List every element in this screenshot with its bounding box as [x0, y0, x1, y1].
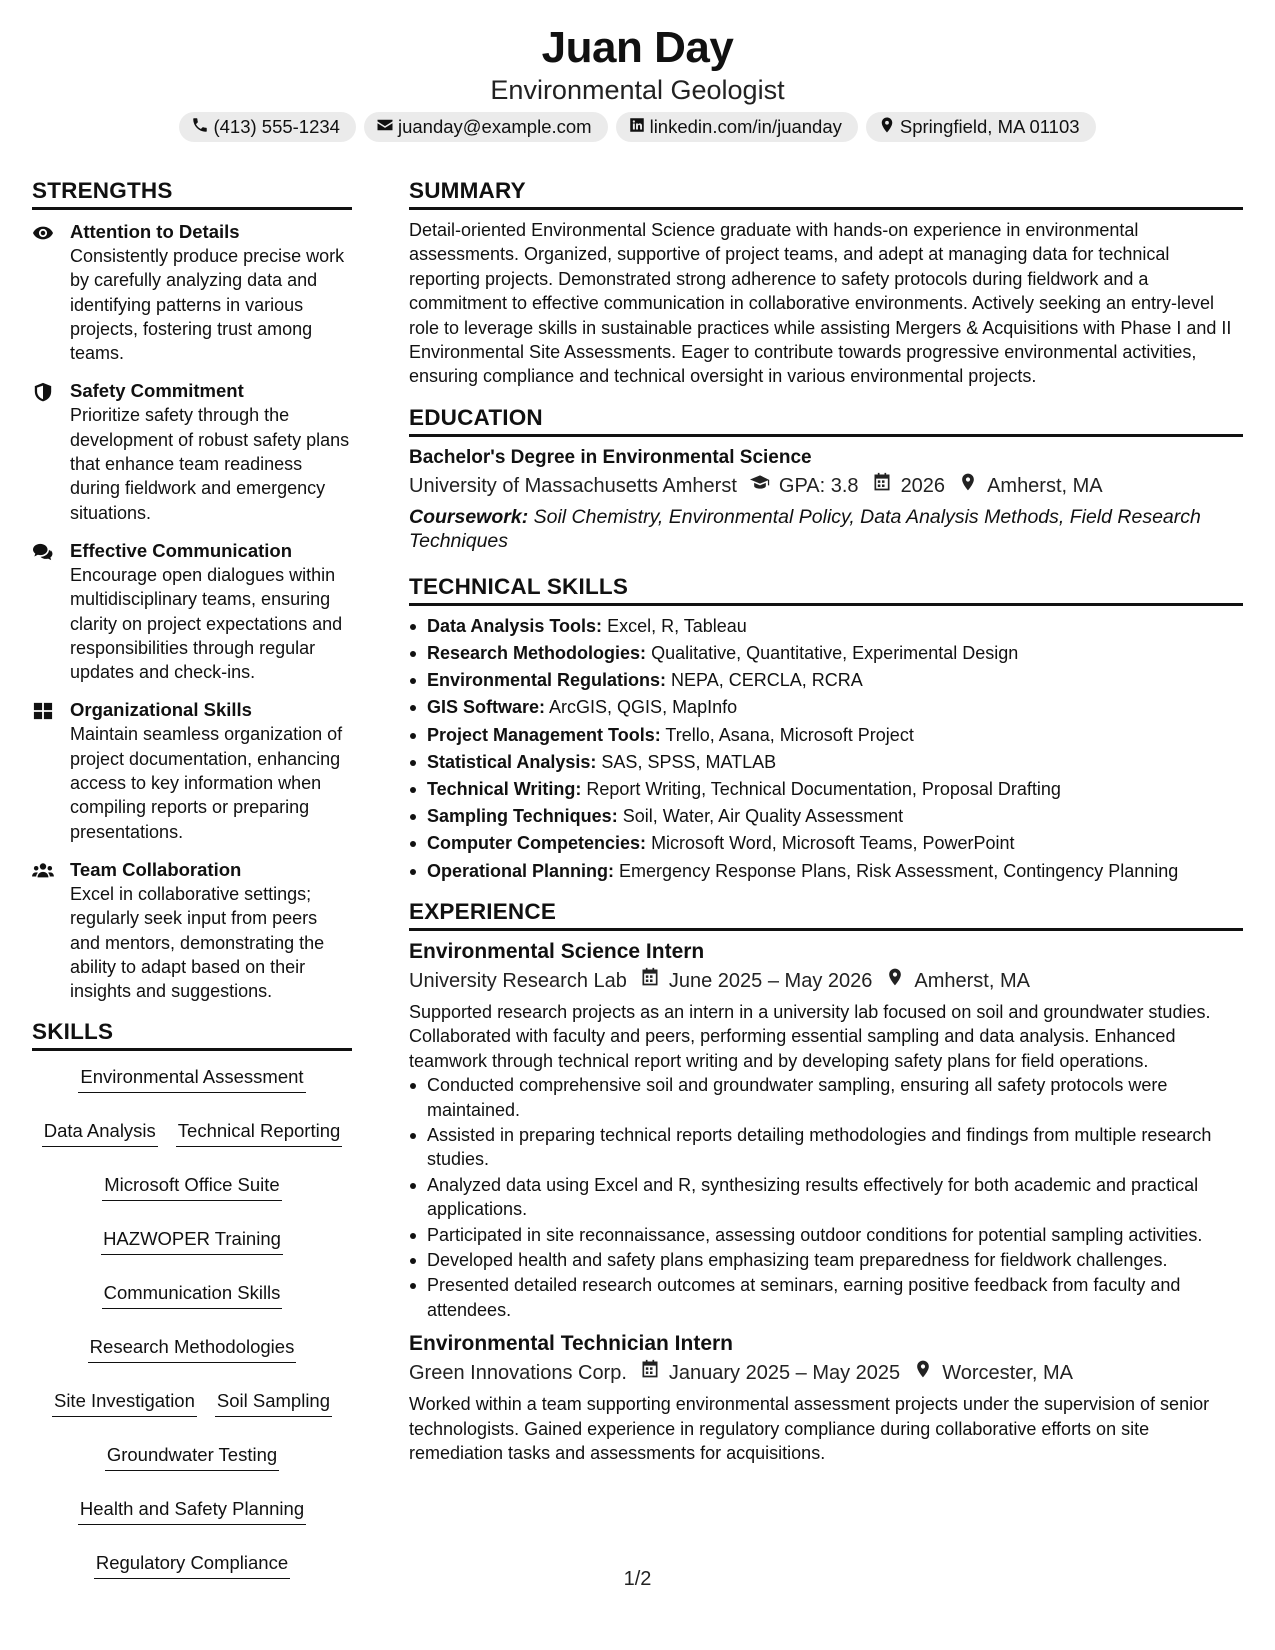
users-icon	[32, 858, 70, 1003]
skill-tag: Site Investigation	[52, 1389, 197, 1417]
candidate-name: Juan Day	[541, 23, 734, 72]
summary-heading: SUMMARY	[409, 176, 1243, 210]
coursework-label: Coursework:	[409, 505, 529, 528]
list-item	[409, 640, 1243, 667]
tech-skill-value: SAS, SPSS, MATLAB	[601, 751, 777, 772]
job-entry	[409, 1330, 1243, 1465]
left-column	[32, 176, 352, 1579]
strength-item	[32, 379, 352, 524]
coursework-text: Soil Chemistry, Environmental Policy, Data Analysis Methods, Field Research Techniques	[409, 505, 1201, 553]
job-title: Environmental Technician Intern	[409, 1332, 734, 1356]
tech-skill-value: Emergency Response Plans, Risk Assessment, Contingency Planning	[619, 860, 1179, 881]
coursework	[409, 505, 1243, 554]
list-item	[409, 830, 1243, 857]
email-text: juanday@example.com	[397, 116, 592, 137]
strength-title: Safety Commitment	[70, 380, 244, 402]
list-item	[409, 803, 1243, 830]
tech-skill-label: Technical Writing:	[427, 779, 582, 800]
list-item	[409, 776, 1243, 803]
list-item: Participated in site reconnaissance, assessing outdoor conditions for potential sampling activities.	[409, 1223, 1243, 1247]
skill-tag: HAZWOPER Training	[101, 1227, 283, 1255]
strengths-heading: STRENGTHS	[32, 176, 352, 210]
tech-skill-label: Research Methodologies:	[427, 643, 647, 664]
skill-tag: Research Methodologies	[88, 1335, 297, 1363]
phone-icon	[191, 116, 209, 139]
tech-skill-value: Microsoft Word, Microsoft Teams, PowerPoint	[651, 833, 1015, 854]
tech-skill-label: Statistical Analysis:	[427, 751, 597, 772]
linkedin-chip[interactable]	[616, 112, 858, 142]
resume-header	[0, 22, 1275, 142]
degree-title: Bachelor's Degree in Environmental Science	[409, 446, 812, 468]
strength-title: Organizational Skills	[70, 699, 252, 721]
company-name: University Research Lab	[409, 969, 627, 992]
tech-skill-value: Trello, Asana, Microsoft Project	[665, 724, 914, 745]
envelope-icon	[376, 116, 394, 139]
tech-skill-label: Operational Planning:	[427, 860, 615, 881]
technical-skills-list	[409, 613, 1243, 885]
strength-title: Team Collaboration	[70, 858, 242, 880]
graduation-year: 2026	[900, 474, 946, 497]
job-title: Environmental Science Intern	[409, 939, 705, 963]
map-pin-icon	[900, 1358, 942, 1388]
candidate-title: Environmental Geologist	[490, 75, 785, 105]
strength-desc: Excel in collaborative settings; regularly seek input from peers and mentors, demonstrating the ability to adapt based on their insights and suggestions.	[70, 883, 325, 1002]
list-item: Assisted in preparing technical reports detailing methodologies and findings from multiple research studies.	[409, 1123, 1243, 1172]
strength-item	[32, 858, 352, 1003]
tech-skill-value: Report Writing, Technical Documentation, Proposal Drafting	[586, 779, 1061, 800]
skill-tag: Microsoft Office Suite	[102, 1173, 281, 1201]
list-item	[409, 667, 1243, 694]
education-meta	[409, 471, 1243, 501]
tech-skill-label: Sampling Techniques:	[427, 806, 618, 827]
skill-tag: Soil Sampling	[215, 1389, 332, 1417]
strength-desc: Encourage open dialogues within multidisciplinary teams, ensuring clarity on project expectations and responsibilities through regular updates and check-ins.	[70, 564, 343, 683]
tech-skill-value: Qualitative, Quantitative, Experimental Design	[651, 643, 1019, 664]
skills-list	[32, 1061, 352, 1579]
contact-bar	[0, 112, 1275, 142]
list-item: Developed health and safety plans emphasizing team preparedness for fieldwork challenges.	[409, 1248, 1243, 1272]
tech-skill-label: Data Analysis Tools:	[427, 615, 603, 636]
job-summary: Supported research projects as an intern in a university lab focused on soil and groundwater studies. Collaborated with faculty and peers, performing essential sampling and data analysis. Enhanced teamwork through technical report writing and by developing safety plans for field operations.	[409, 1001, 1211, 1071]
school-name: University of Massachusetts Amherst	[409, 474, 737, 497]
job-dates: January 2025 – May 2025	[668, 1362, 901, 1385]
calendar-icon	[627, 966, 669, 996]
skill-tag: Data Analysis	[42, 1119, 158, 1147]
job-dates: June 2025 – May 2026	[668, 969, 873, 992]
graduation-cap-icon	[737, 471, 779, 501]
map-pin-icon	[872, 966, 914, 996]
map-pin-icon	[878, 116, 896, 139]
phone-chip[interactable]	[179, 112, 356, 142]
eye-icon	[32, 220, 70, 365]
education-heading: EDUCATION	[409, 403, 1243, 437]
gpa-text: GPA: 3.8	[778, 474, 859, 497]
list-item: Conducted comprehensive soil and groundwater sampling, ensuring all safety protocols were maintained.	[409, 1073, 1243, 1122]
tech-skill-label: Project Management Tools:	[427, 724, 661, 745]
tech-skill-value: ArcGIS, QGIS, MapInfo	[549, 697, 738, 718]
experience-heading: EXPERIENCE	[409, 897, 1243, 931]
tech-skill-label: Computer Competencies:	[427, 833, 647, 854]
location-text: Springfield, MA 01103	[899, 116, 1080, 137]
phone-text: (413) 555-1234	[213, 116, 340, 137]
company-name: Green Innovations Corp.	[409, 1362, 627, 1385]
job-location: Amherst, MA	[914, 969, 1030, 992]
list-item	[409, 722, 1243, 749]
job-entry	[409, 938, 1243, 1322]
job-meta	[409, 1358, 1243, 1388]
tech-skill-value: NEPA, CERCLA, RCRA	[671, 670, 863, 691]
strength-item	[32, 539, 352, 684]
strength-item	[32, 220, 352, 365]
technical-skills-heading: TECHNICAL SKILLS	[409, 572, 1243, 606]
job-summary: Worked within a team supporting environmental assessment projects under the supervision of senior technologists. Gained experience in regulatory compliance during collaborative efforts on site remediation tasks and assessments for acquisitions.	[409, 1394, 1210, 1463]
list-item	[409, 694, 1243, 721]
calendar-icon	[627, 1358, 669, 1388]
strength-item	[32, 698, 352, 843]
tech-skill-label: Environmental Regulations:	[427, 670, 667, 691]
job-meta	[409, 966, 1243, 996]
strength-title: Attention to Details	[70, 221, 240, 242]
strength-desc: Maintain seamless organization of project documentation, enhancing access to key information when compiling reports or preparing presentations.	[70, 724, 343, 842]
linkedin-icon	[628, 116, 646, 139]
strength-desc: Consistently produce precise work by carefully analyzing data and identifying patterns in various projects, fostering trust among teams.	[70, 246, 345, 364]
strength-desc: Prioritize safety through the development of robust safety plans that enhance team readiness during fieldwork and emergency situations.	[70, 405, 350, 523]
skill-tag: Communication Skills	[102, 1281, 283, 1309]
list-item	[409, 858, 1243, 885]
summary-text: Detail-oriented Environmental Science graduate with hands-on experience in environmental assessments. Organized, supportive of project teams, and adept at managing data for technical reporting projects. Demonstrated strong adherence to safety protocols during fieldwork and a commitment to effective communication in collaborative environments. Actively seeking an entry-level role to leverage skills in sustainable practices while assisting Mergers & Acquisitions with Phase I and II Environmental Site Assessments. Eager to contribute towards progressive environmental activities, ensuring compliance and technical oversight in various environmental projects.	[409, 220, 1232, 387]
right-column	[409, 176, 1243, 1465]
shield-icon	[32, 379, 70, 524]
list-item	[409, 613, 1243, 640]
skills-heading: SKILLS	[32, 1017, 352, 1051]
email-chip[interactable]	[364, 112, 608, 142]
list-item: Analyzed data using Excel and R, synthesizing results effectively for both academic and practical applications.	[409, 1173, 1243, 1222]
list-item: Presented detailed research outcomes at seminars, earning positive feedback from faculty and attendees.	[409, 1273, 1243, 1322]
linkedin-text: linkedin.com/in/juanday	[649, 116, 842, 137]
calendar-icon	[859, 471, 901, 501]
map-pin-icon	[945, 471, 987, 501]
grid-icon	[32, 698, 70, 843]
skill-tag: Environmental Assessment	[78, 1065, 305, 1093]
page-number: 1/2	[623, 1568, 652, 1590]
skill-tag: Groundwater Testing	[105, 1443, 279, 1471]
tech-skill-value: Excel, R, Tableau	[607, 615, 747, 636]
skill-tag: Technical Reporting	[176, 1119, 342, 1147]
skill-tag: Health and Safety Planning	[78, 1497, 306, 1525]
location-chip[interactable]	[866, 112, 1096, 142]
comments-icon	[32, 539, 70, 684]
list-item	[409, 749, 1243, 776]
education-location: Amherst, MA	[987, 474, 1103, 497]
job-location: Worcester, MA	[942, 1362, 1073, 1385]
strength-title: Effective Communication	[70, 539, 293, 561]
tech-skill-label: GIS Software:	[427, 697, 546, 718]
skill-tag: Regulatory Compliance	[94, 1551, 290, 1579]
job-bullets	[409, 1073, 1243, 1322]
tech-skill-value: Soil, Water, Air Quality Assessment	[622, 806, 904, 827]
